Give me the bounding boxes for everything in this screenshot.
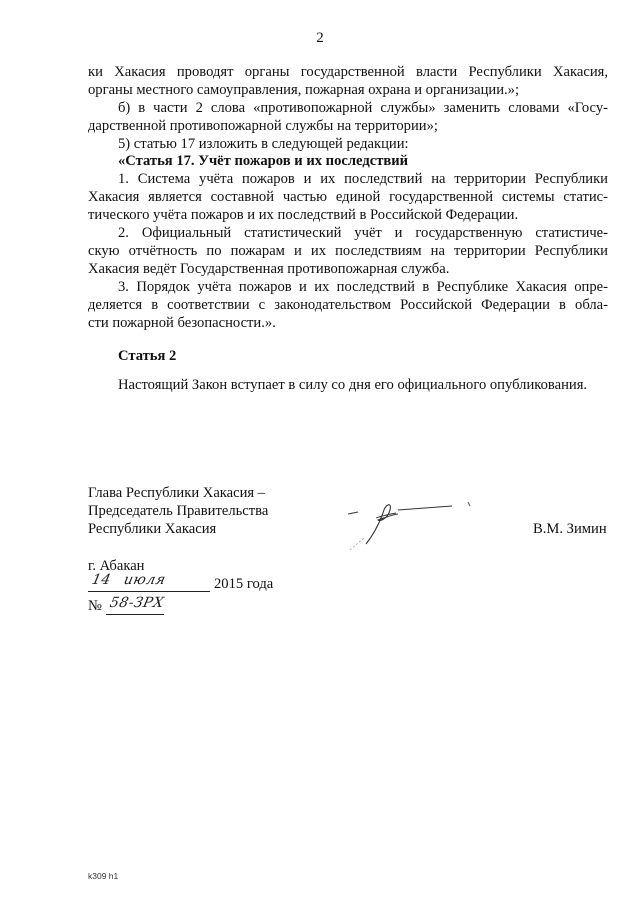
body-line: Хакасия ведёт Государственная противопожарная служба.	[88, 261, 450, 277]
number-underline	[106, 614, 164, 615]
handwritten-signature	[340, 492, 490, 554]
body-line: б) в части 2 слова «противопожарной службы» заменить словами «Госу-	[118, 100, 608, 116]
signatory-title-line: Глава Республики Хакасия –	[88, 485, 266, 501]
body-line: тического учёта пожаров и их последствий в Российской Федерации.	[88, 207, 519, 223]
article-17-heading: «Статья 17. Учёт пожаров и их последствий	[118, 153, 409, 169]
handwritten-month: июля	[122, 572, 168, 588]
date-underline	[88, 591, 210, 592]
page-number: 2	[316, 30, 324, 46]
handwritten-day: 14	[90, 572, 113, 588]
body-line: 2. Официальный статистический учёт и государственную статистиче-	[118, 225, 608, 241]
signatory-title-line: Республики Хакасия	[88, 521, 217, 537]
body-line: ки Хакасия проводят органы государственной власти Республики Хакасия,	[88, 64, 608, 80]
body-line: 1. Система учёта пожаров и их последствий на территории Республики	[118, 171, 608, 187]
signatory-title-line: Председатель Правительства	[88, 503, 269, 519]
body-line: Хакасия является составной частью единой государственной системы статис-	[88, 189, 608, 205]
article-2-heading: Статья 2	[118, 348, 177, 364]
article-2-text: Настоящий Закон вступает в силу со дня его официального опубликования.	[118, 377, 588, 393]
number-prefix: №	[88, 598, 102, 614]
body-line: дарственной противопожарной службы на территории»;	[88, 118, 438, 134]
body-line: органы местного самоуправления, пожарная охрана и организации.»;	[88, 82, 519, 98]
footer-code: k309 h1	[88, 871, 119, 881]
city-label: г. Абакан	[88, 558, 145, 574]
signatory-name: В.М. Зимин	[533, 521, 607, 537]
date-year: 2015 года	[214, 576, 274, 592]
body-line: 5) статью 17 изложить в следующей редакции:	[118, 136, 409, 152]
body-line: сти пожарной безопасности.».	[88, 315, 276, 331]
body-line: деляется в соответствии с законодательством Российской Федерации в обла-	[88, 297, 608, 313]
handwritten-number: 58-ЗРХ	[108, 595, 166, 611]
body-line: 3. Порядок учёта пожаров и их последствий в Республике Хакасия опре-	[118, 279, 608, 295]
body-line: скую отчётность по пожарам и их последствиям на территории Республики	[88, 243, 608, 259]
